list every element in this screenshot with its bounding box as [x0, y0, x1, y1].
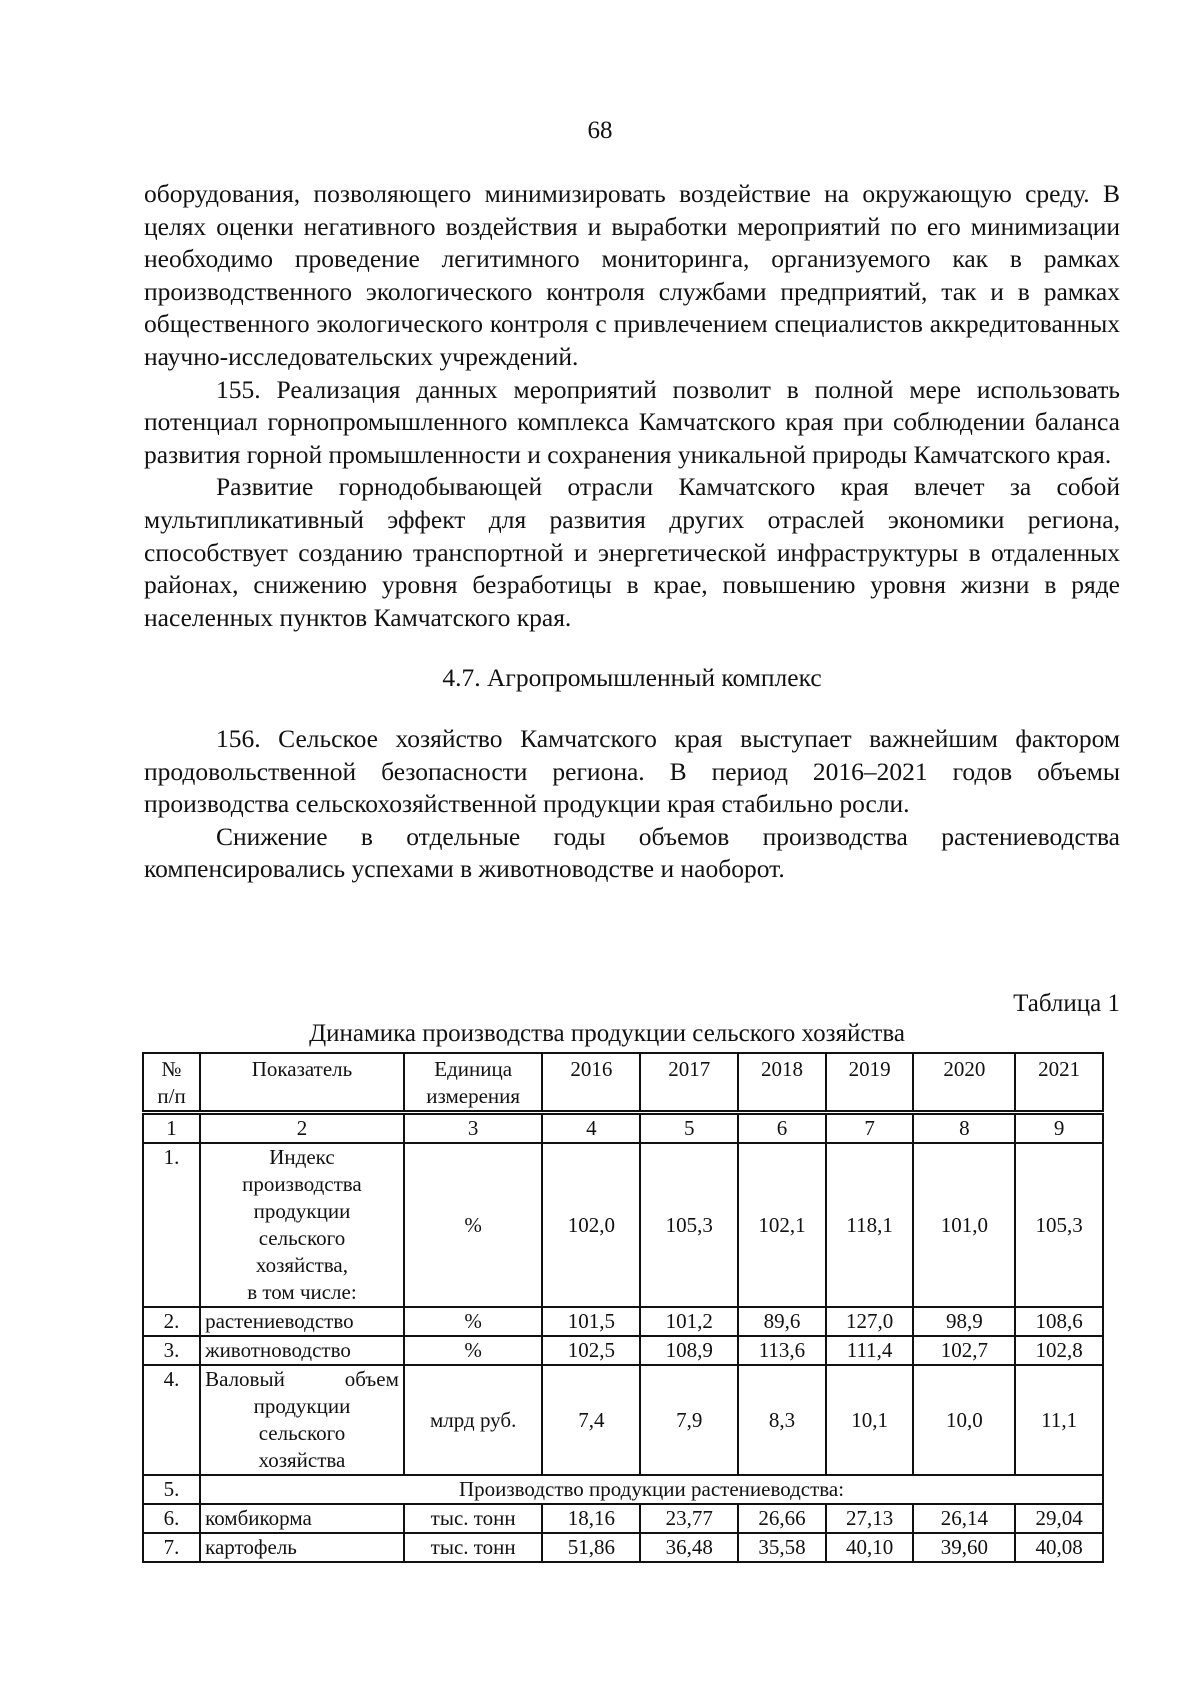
row-unit: %: [404, 1336, 543, 1365]
row-indicator: Индекс производства продукции сельского хозяйства, в том числе:: [200, 1143, 404, 1307]
row-value: 7,9: [640, 1365, 738, 1475]
row-value: 108,6: [1015, 1307, 1103, 1336]
table-header-row: [143, 1053, 1103, 1113]
column-number: 9: [1015, 1113, 1103, 1144]
section-heading: 4.7. Агропромышленный комплекс: [442, 663, 822, 693]
row-value: 7,4: [542, 1365, 640, 1475]
header-year: 2020: [913, 1053, 1015, 1113]
header-year: 2017: [640, 1053, 738, 1113]
row-value: 11,1: [1015, 1365, 1103, 1475]
row-value: 105,3: [640, 1143, 738, 1307]
row-unit: тыс. тонн: [404, 1504, 543, 1533]
row-value: 102,5: [542, 1336, 640, 1365]
row-value: 51,86: [542, 1533, 640, 1562]
paragraph-continuation: оборудования, позволяющего минимизировать воздействие на окружающую среду. В целях оценки негативного воздействия и выработки мероприятий по его минимизации необходимо проведение легитимного мониторинга, организуемого как в рамках производственного экологического контроля службами предприятий, так и в рамках общественного экологического контроля с привлечением специалистов аккредитованных научно-исследовательских учреждений.: [144, 179, 1120, 371]
row-unit: млрд руб.: [404, 1365, 543, 1475]
row-value: 35,58: [738, 1533, 826, 1562]
row-indicator: растениеводство: [200, 1307, 404, 1336]
row-indicator: комбикорма: [200, 1504, 404, 1533]
column-number: 6: [738, 1113, 826, 1144]
body-text: [144, 178, 1120, 886]
row-value: 26,14: [913, 1504, 1015, 1533]
row-unit: %: [404, 1143, 543, 1307]
header-year: 2019: [826, 1053, 914, 1113]
row-value: 89,6: [738, 1307, 826, 1336]
table-row: [143, 1336, 1103, 1365]
header-year: 2016: [542, 1053, 640, 1113]
section-label: Производство продукции растениеводства:: [200, 1475, 1103, 1504]
row-number: 7.: [143, 1533, 200, 1562]
header-year: 2021: [1015, 1053, 1103, 1113]
row-value: 102,8: [1015, 1336, 1103, 1365]
paragraph-155: 155. Реализация данных мероприятий позволит в полной мере использовать потенциал горнопромышленного комплекса Камчатского края при соблюдении баланса развития горной промышленности и сохранения уникальной природы Камчатского края.: [144, 374, 1120, 469]
row-value: 118,1: [826, 1143, 914, 1307]
row-number: 6.: [143, 1504, 200, 1533]
table-row: [143, 1307, 1103, 1336]
row-value: 40,10: [826, 1533, 914, 1562]
page-number: 68: [587, 117, 613, 144]
row-unit: тыс. тонн: [404, 1533, 543, 1562]
column-number: 2: [200, 1113, 404, 1144]
paragraph-compensation: Снижение в отдельные годы объемов производства растениеводства компенсировались успехами в животноводстве и наоборот.: [144, 821, 1120, 884]
row-value: 113,6: [738, 1336, 826, 1365]
row-value: 105,3: [1015, 1143, 1103, 1307]
row-value: 18,16: [542, 1504, 640, 1533]
row-value: 39,60: [913, 1533, 1015, 1562]
header-unit: Единица измерения: [404, 1053, 543, 1113]
row-number: 4.: [143, 1365, 200, 1475]
row-indicator: Валовый объем продукции сельского хозяйства: [200, 1365, 404, 1475]
column-number: 1: [143, 1113, 200, 1144]
row-value: 98,9: [913, 1307, 1015, 1336]
row-indicator: животноводство: [200, 1336, 404, 1365]
row-value: 27,13: [826, 1504, 914, 1533]
row-unit: %: [404, 1307, 543, 1336]
table-label: Таблица 1: [1013, 990, 1120, 1017]
row-value: 101,0: [913, 1143, 1015, 1307]
row-value: 102,0: [542, 1143, 640, 1307]
row-value: 102,7: [913, 1336, 1015, 1365]
header-indicator: Показатель: [200, 1053, 404, 1113]
agriculture-production-table: [142, 1052, 1104, 1563]
row-value: 23,77: [640, 1504, 738, 1533]
row-value: 10,0: [913, 1365, 1015, 1475]
table-row: [143, 1143, 1103, 1307]
row-number: 3.: [143, 1336, 200, 1365]
table-row: [143, 1533, 1103, 1562]
row-value: 40,08: [1015, 1533, 1103, 1562]
column-number-row: [143, 1113, 1103, 1144]
row-number: 2.: [143, 1307, 200, 1336]
row-indicator: картофель: [200, 1533, 404, 1562]
row-number: 5.: [143, 1475, 200, 1504]
row-value: 8,3: [738, 1365, 826, 1475]
table-row: [143, 1504, 1103, 1533]
row-value: 29,04: [1015, 1504, 1103, 1533]
column-number: 8: [913, 1113, 1015, 1144]
row-value: 102,1: [738, 1143, 826, 1307]
column-number: 4: [542, 1113, 640, 1144]
row-value: 108,9: [640, 1336, 738, 1365]
header-num: № п/п: [143, 1053, 200, 1113]
column-number: 5: [640, 1113, 738, 1144]
row-value: 10,1: [826, 1365, 914, 1475]
table-title: Динамика производства продукции сельского хозяйства: [309, 1020, 905, 1047]
column-number: 3: [404, 1113, 543, 1144]
table-row: [143, 1365, 1103, 1475]
paragraph-mining-effect: Развитие горнодобывающей отрасли Камчатского края влечет за собой мультипликативный эффект для развития других отраслей экономики региона, способствует созданию транспортной и энергетической инфраструктуры в отдаленных районах, снижению уровня безработицы в крае, повышению уровня жизни в ряде населенных пунктов Камчатского края.: [144, 472, 1120, 632]
row-value: 101,2: [640, 1307, 738, 1336]
row-value: 26,66: [738, 1504, 826, 1533]
table-section-row: [143, 1475, 1103, 1504]
header-year: 2018: [738, 1053, 826, 1113]
row-value: 101,5: [542, 1307, 640, 1336]
column-number: 7: [826, 1113, 914, 1144]
row-value: 127,0: [826, 1307, 914, 1336]
row-value: 36,48: [640, 1533, 738, 1562]
paragraph-156: 156. Сельское хозяйство Камчатского края выступает важнейшим фактором продовольственной безопасности региона. В период 2016–2021 годов объемы производства сельскохозяйственной продукции края стабильно росли.: [144, 723, 1120, 819]
row-number: 1.: [143, 1143, 200, 1307]
row-value: 111,4: [826, 1336, 914, 1365]
